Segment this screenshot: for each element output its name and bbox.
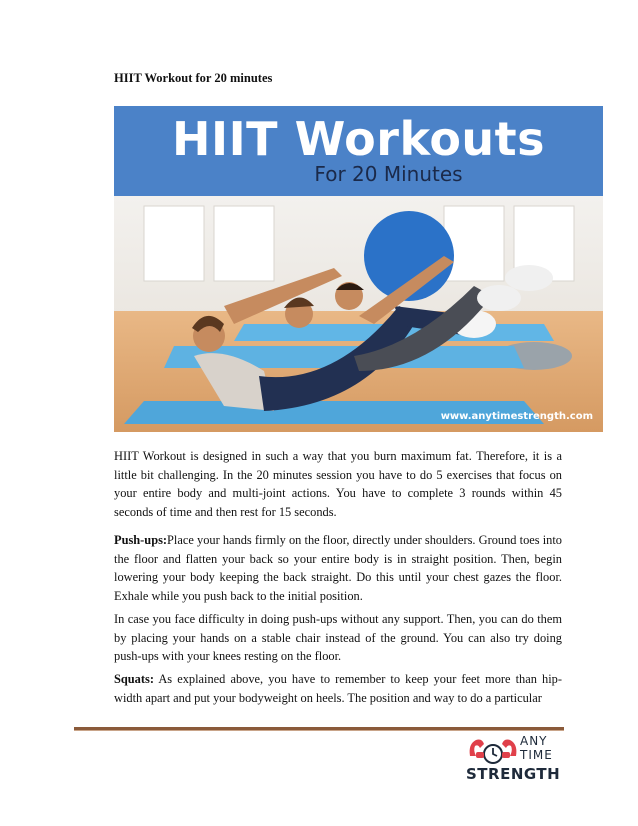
pushups-label: Push-ups: bbox=[114, 533, 168, 547]
pushups-text: Place your hands firmly on the floor, directly under shoulders. Ground toes into the floor and flatten your back so your entire body is in straight position. Then, begin lowering your body keeping the back straight. Do this until your chest gazes the floor. Exhale while you push back to the initial position. bbox=[114, 533, 562, 603]
logo-line-any: ANY bbox=[520, 734, 548, 748]
workout-photo bbox=[114, 196, 603, 432]
logo-line-strength: STRENGTH bbox=[466, 765, 561, 783]
difficulty-paragraph: In case you face difficulty in doing push-ups without any support. Then, you can do them by placing your hands on a stable chair instead of the ground. You can also try doing push-ups with your knees resting on the floor. bbox=[114, 612, 562, 663]
hero-image bbox=[114, 106, 603, 432]
squats-label: Squats: bbox=[114, 672, 154, 686]
squats-text: As explained above, you have to remember to keep your feet more than hip-width apart and put your bodyweight on heels. The position and way to do a particular bbox=[114, 672, 562, 705]
pushups-paragraph bbox=[114, 531, 562, 605]
hero-url: www.anytimestrength.com bbox=[440, 411, 593, 422]
logo-text bbox=[520, 734, 553, 762]
flexing-arms-icon bbox=[466, 734, 520, 766]
squats-paragraph bbox=[114, 670, 562, 707]
logo-line-time: TIME bbox=[520, 748, 553, 762]
anytime-strength-logo bbox=[466, 734, 562, 786]
intro-paragraph: HIIT Workout is designed in such a way that you burn maximum fat. Therefore, it is a little bit challenging. In the 20 minutes session you have to do 5 exercises that focus on your entire body and multi-joint actions. You have to complete 3 rounds within 45 seconds of time and then rest for 15 seconds. bbox=[114, 449, 562, 519]
document-title: HIIT Workout for 20 minutes bbox=[114, 71, 273, 85]
footer-divider bbox=[74, 727, 564, 731]
hero-banner bbox=[114, 106, 603, 196]
hero-heading: HIIT Workouts bbox=[171, 112, 546, 166]
hero-subheading: For 20 Minutes bbox=[314, 162, 463, 186]
